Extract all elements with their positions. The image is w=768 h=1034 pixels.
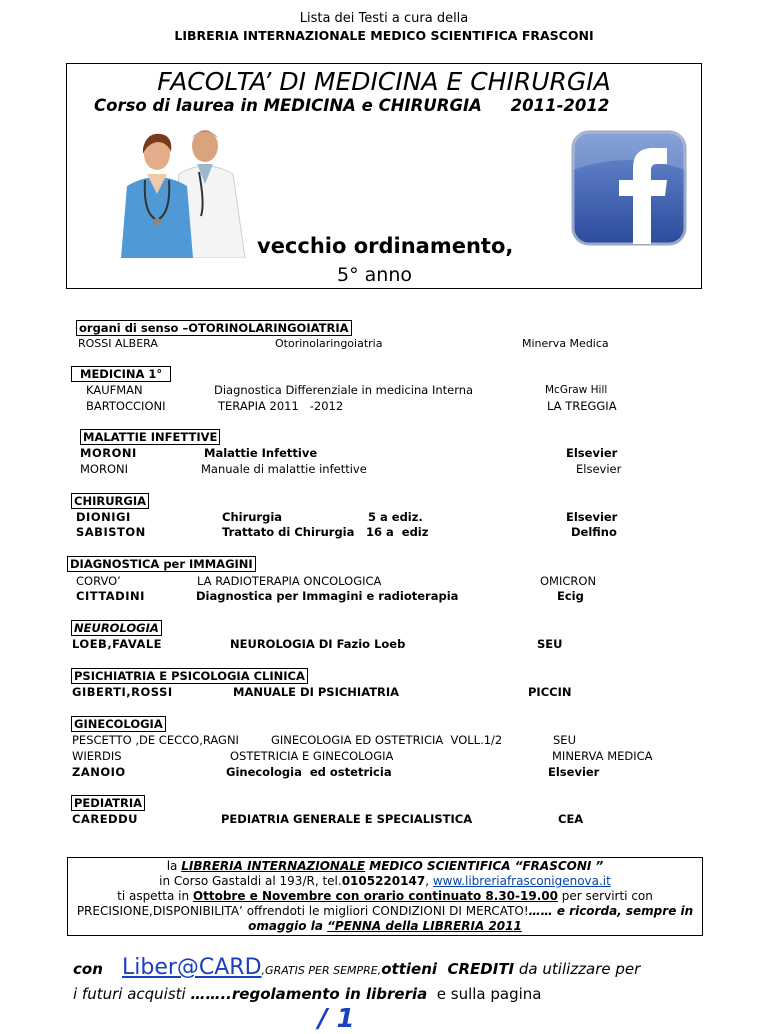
phone-number: 0105220147 xyxy=(341,874,426,888)
header-line-1: Lista dei Testi a cura della xyxy=(299,11,469,26)
info-text: PRECISIONE,DISPONIBILITA’ offrendoti le migliori CONDIZIONI DI MERCATO! xyxy=(76,904,529,918)
info-text: la xyxy=(166,859,182,873)
page-number: / 1 xyxy=(318,1004,355,1034)
book-title: Malattie Infettive xyxy=(204,446,318,460)
book-publisher: McGraw Hill xyxy=(545,384,608,396)
info-text: omaggio la xyxy=(248,919,328,933)
book-publisher: Delfino xyxy=(571,525,617,539)
footer-text: e sulla pagina xyxy=(427,985,542,1003)
book-title: Diagnostica Differenziale in medicina Interna xyxy=(214,383,474,397)
section-chirurgia: CHIRURGIA xyxy=(71,493,149,509)
info-text: per servirti con xyxy=(557,889,653,903)
footer-line-1 xyxy=(73,955,640,980)
book-author: DIONIGI xyxy=(76,510,131,524)
book-publisher: LA TREGGIA xyxy=(547,399,617,413)
section-malattie-infettive: MALATTIE INFETTIVE xyxy=(80,429,220,445)
book-publisher: CEA xyxy=(558,812,584,826)
section-medicina-1: MEDICINA 1° xyxy=(71,366,171,382)
faculty-title: FACOLTA’ DI MEDICINA E CHIRURGIA xyxy=(157,67,611,96)
info-line-1 xyxy=(68,859,702,874)
book-publisher: Elsevier xyxy=(566,446,618,460)
book-publisher: Elsevier xyxy=(548,765,600,779)
info-text: …… e ricorda, sempre in xyxy=(528,904,694,918)
book-edition: 5 a ediz. xyxy=(368,510,423,524)
footer-text: ……..regolamento in libreria xyxy=(190,985,428,1003)
section-pediatria: PEDIATRIA xyxy=(71,795,145,811)
book-author: CAREDDU xyxy=(72,812,138,826)
section-psichiatria: PSICHIATRIA E PSICOLOGIA CLINICA xyxy=(71,668,308,684)
book-author: CORVO’ xyxy=(76,574,121,588)
book-title: GINECOLOGIA ED OSTETRICIA VOLL.1/2 xyxy=(271,733,503,747)
book-author: KAUFMAN xyxy=(86,383,143,397)
year-label: 5° anno xyxy=(337,264,412,286)
address-text: in Corso Gastaldi al 193/R, tel. xyxy=(159,874,342,888)
footer-text: i futuri acquisti xyxy=(73,985,191,1003)
book-title: OSTETRICIA E GINECOLOGIA xyxy=(230,749,394,763)
book-title: Manuale di malattie infettive xyxy=(201,462,367,476)
book-title: Diagnostica per Immagini e radioterapia xyxy=(196,589,459,603)
info-line-5 xyxy=(68,919,702,934)
book-publisher: SEU xyxy=(537,637,563,651)
section-neurologia: NEUROLOGIA xyxy=(71,620,162,636)
book-title: Ginecologia ed ostetricia xyxy=(226,765,392,779)
book-title: LA RADIOTERAPIA ONCOLOGICA xyxy=(197,574,382,588)
footer-text: con xyxy=(73,960,103,978)
book-publisher: PICCIN xyxy=(528,685,572,699)
book-title: Chirurgia xyxy=(222,510,283,524)
book-edition: 16 a ediz xyxy=(366,525,429,539)
book-author: MORONI xyxy=(80,462,129,476)
book-publisher: Elsevier xyxy=(566,510,618,524)
book-author: SABISTON xyxy=(76,525,146,539)
info-line-4 xyxy=(68,904,702,919)
bookshop-name-rest: MEDICO SCIENTIFICA “FRASCONI ” xyxy=(365,859,604,873)
book-author: MORONI xyxy=(80,446,137,460)
book-title: Otorinolaringoiatria xyxy=(275,337,383,350)
libercard-link[interactable]: Liber@CARD xyxy=(121,955,262,980)
book-author: WIERDIS xyxy=(72,749,122,763)
ordinamento-label: vecchio ordinamento, xyxy=(257,234,514,258)
footer-text: ottieni CREDITI xyxy=(381,960,515,978)
info-text: ti aspetta in xyxy=(117,889,193,903)
footer-text: da utilizzare per xyxy=(514,960,641,978)
book-publisher: OMICRON xyxy=(540,574,597,588)
book-author: PESCETTO ,DE CECCO,RAGNI xyxy=(72,733,239,747)
info-line-3 xyxy=(68,889,702,904)
book-publisher: MINERVA MEDICA xyxy=(552,749,653,763)
book-publisher: Minerva Medica xyxy=(522,337,609,350)
section-diagnostica-immagini: DIAGNOSTICA per IMMAGINI xyxy=(67,556,256,572)
info-line-2 xyxy=(68,874,702,889)
book-title: TERAPIA 2011 -2012 xyxy=(218,399,344,413)
bookshop-name: LIBRERIA INTERNAZIONALE xyxy=(181,859,366,873)
footer-line-2 xyxy=(73,984,542,1003)
pen-gift: “PENNA della LIBRERIA 2011 xyxy=(327,919,522,933)
book-author: ROSSI ALBERA xyxy=(78,337,158,350)
book-author: BARTOCCIONI xyxy=(86,399,166,413)
book-author: GIBERTI,ROSSI xyxy=(72,685,173,699)
course-title: Corso di laurea in MEDICINA e CHIRURGIA 2011-2012 xyxy=(94,96,610,115)
facebook-logo-icon[interactable] xyxy=(571,130,687,246)
book-publisher: SEU xyxy=(553,733,576,747)
info-text: , xyxy=(425,874,433,888)
book-author: LOEB,FAVALE xyxy=(72,637,163,651)
doctors-photo xyxy=(117,124,252,258)
footer-text: ,GRATIS PER SEMPRE, xyxy=(261,964,382,977)
section-otorinolaringoiatria: organi di senso –OTORINOLARINGOIATRIA xyxy=(76,320,352,336)
book-title: NEUROLOGIA DI Fazio Loeb xyxy=(230,637,406,651)
book-author: CITTADINI xyxy=(76,589,145,603)
book-author: ZANOIO xyxy=(72,765,126,779)
website-link[interactable]: www.libreriafrasconigenova.it xyxy=(432,874,611,888)
title-box xyxy=(66,63,702,289)
bookshop-info-box xyxy=(67,857,703,936)
book-title: Trattato di Chirurgia xyxy=(222,525,355,539)
opening-hours: Ottobre e Novembre con orario continuato 8.30-19.00 xyxy=(192,889,558,903)
section-ginecologia: GINECOLOGIA xyxy=(71,716,166,732)
book-title: MANUALE DI PSICHIATRIA xyxy=(233,685,400,699)
book-publisher: Ecig xyxy=(557,589,584,603)
header-line-2: LIBRERIA INTERNAZIONALE MEDICO SCIENTIFICA FRASCONI xyxy=(174,28,594,43)
book-publisher: Elsevier xyxy=(576,462,622,476)
book-title: PEDIATRIA GENERALE E SPECIALISTICA xyxy=(221,812,473,826)
